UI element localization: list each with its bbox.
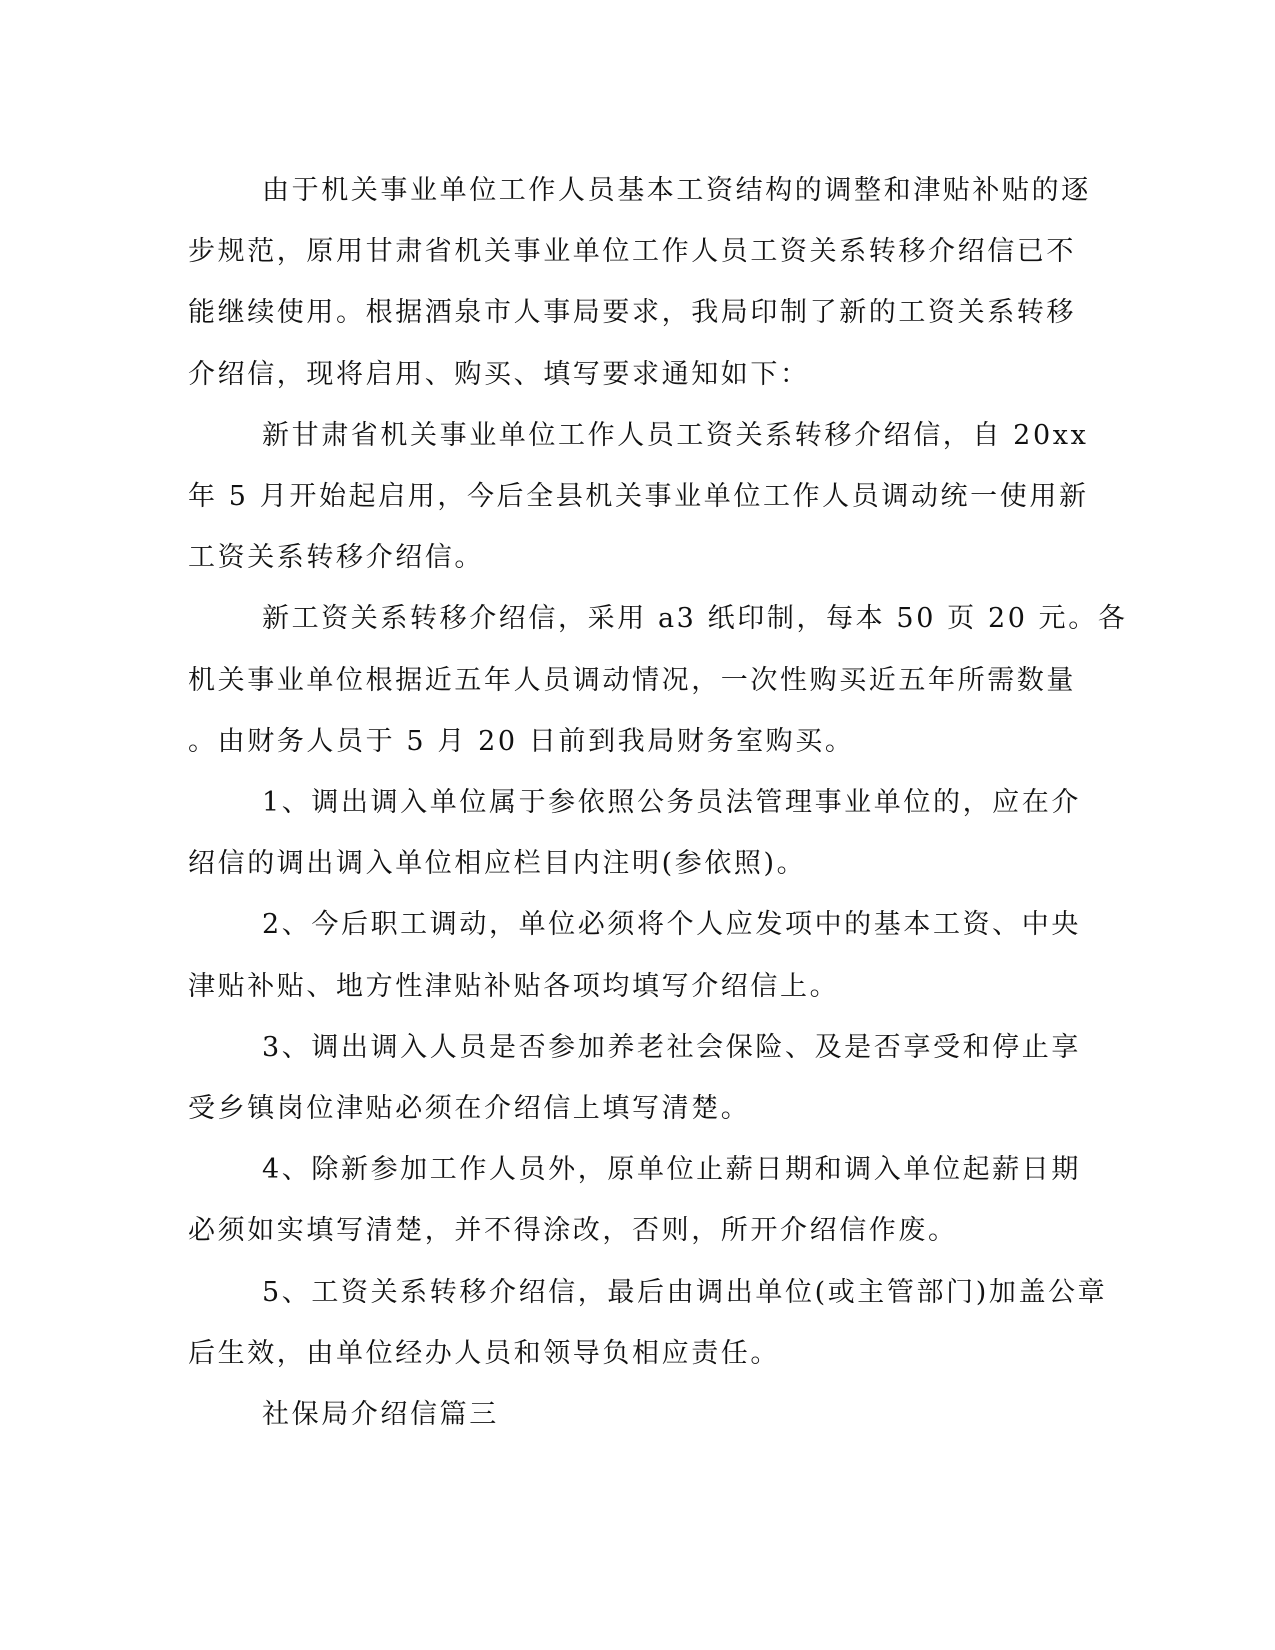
text-line: 机关事业单位根据近五年人员调动情况，一次性购买近五年所需数量 <box>188 664 1076 696</box>
text-line: 受乡镇岗位津贴必须在介绍信上填写清楚。 <box>188 1093 751 1125</box>
text-line: 年 5 月开始起启用，今后全县机关事业单位工作人员调动统一使用新 <box>188 481 1089 513</box>
text-line: 4、除新参加工作人员外，原单位止薪日期和调入单位起薪日期 <box>262 1154 1081 1186</box>
text-line: 绍信的调出调入单位相应栏目内注明(参依照)。 <box>188 848 807 880</box>
text-line: 5、工资关系转移介绍信，最后由调出单位(或主管部门)加盖公章 <box>262 1276 1108 1308</box>
text-line: 工资关系转移介绍信。 <box>188 542 484 574</box>
text-line: 2、今后职工调动，单位必须将个人应发项中的基本工资、中央 <box>262 909 1081 941</box>
paragraph-item-1 <box>188 772 1081 894</box>
paragraph-purchase <box>188 588 1128 772</box>
text-line: 新甘肃省机关事业单位工作人员工资关系转移介绍信，自 20xx <box>262 419 1089 451</box>
paragraph-item-4 <box>188 1139 1081 1261</box>
text-line: 3、调出调入人员是否参加养老社会保险、及是否享受和停止享 <box>262 1031 1081 1063</box>
text-line: 1、调出调入单位属于参依照公务员法管理事业单位的，应在介 <box>262 787 1081 819</box>
text-line: 后生效，由单位经办人员和领导负相应责任。 <box>188 1337 780 1369</box>
paragraph-item-2 <box>188 894 1081 1016</box>
text-line: 能继续使用。根据酒泉市人事局要求，我局印制了新的工资关系转移 <box>188 297 1076 329</box>
heading-text: 社保局介绍信篇三 <box>262 1399 499 1431</box>
document-body <box>188 160 1128 1445</box>
text-line: 步规范，原用甘肃省机关事业单位工作人员工资关系转移介绍信已不 <box>188 236 1076 268</box>
paragraph-start-date <box>188 405 1089 589</box>
paragraph-item-3 <box>188 1017 1081 1139</box>
text-line: 新工资关系转移介绍信，采用 a3 纸印制，每本 50 页 20 元。各 <box>262 603 1128 635</box>
text-line: 。由财务人员于 5 月 20 日前到我局财务室购买。 <box>188 725 855 757</box>
text-line: 由于机关事业单位工作人员基本工资结构的调整和津贴补贴的逐 <box>262 175 1091 206</box>
paragraph-item-5 <box>188 1262 1108 1384</box>
section-heading <box>188 1384 1068 1445</box>
paragraph-intro <box>188 160 1091 405</box>
text-line: 介绍信，现将启用、购买、填写要求通知如下： <box>188 358 810 390</box>
text-line: 津贴补贴、地方性津贴补贴各项均填写介绍信上。 <box>188 970 840 1002</box>
text-line: 必须如实填写清楚，并不得涂改，否则，所开介绍信作废。 <box>188 1215 958 1247</box>
